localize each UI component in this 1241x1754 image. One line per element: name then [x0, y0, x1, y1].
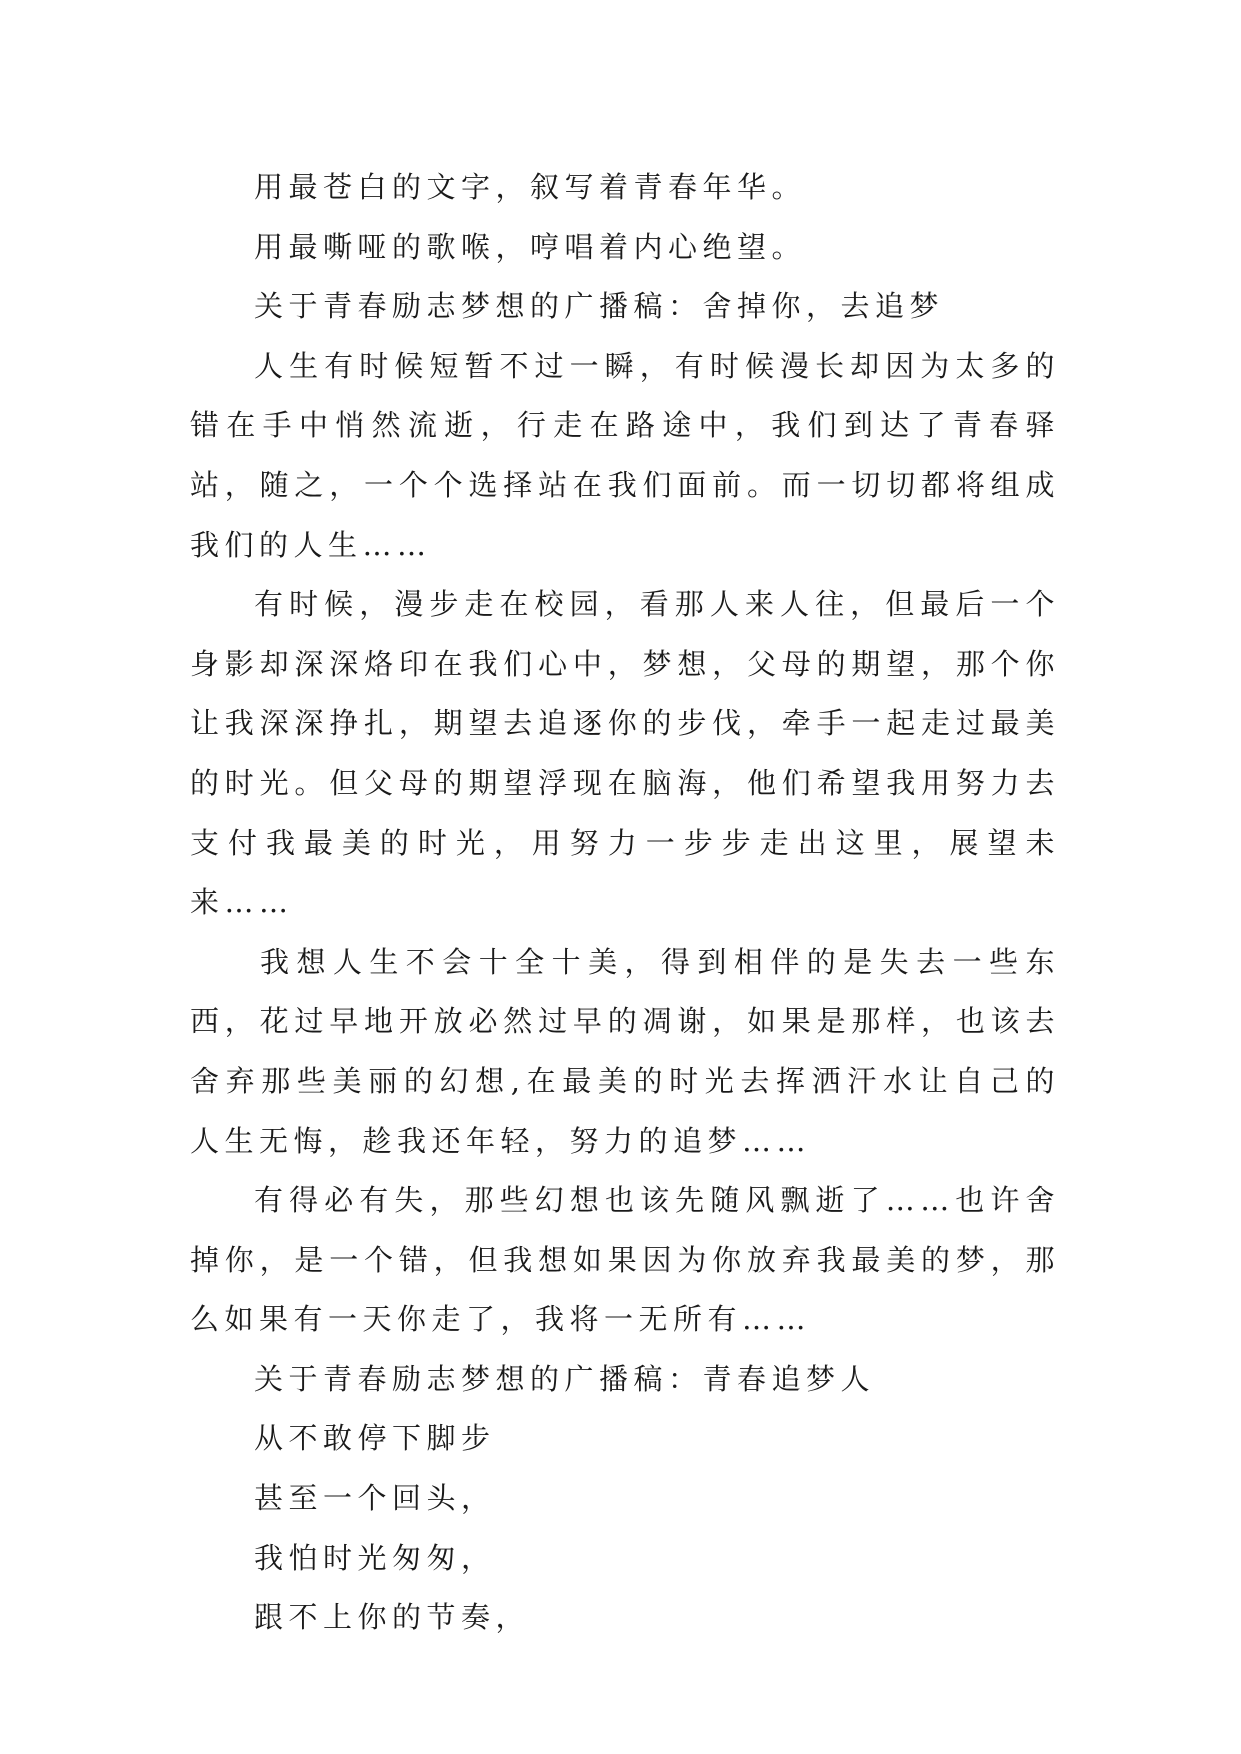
poem-line-1: 从不敢停下脚步 [254, 1421, 496, 1456]
paragraph-2: 用最嘶哑的歌喉，哼唱着内心绝望。 [254, 229, 807, 264]
paragraph-3: 人生有时候短暂不过一瞬，有时候漫长却因为太多的错在手中悄然流逝，行走在路途中，我们到达了青春驿站，随之，一个个选择站在我们面前。而一切切都将组成我们的人生…… [190, 348, 1060, 562]
poem-line-3: 我怕时光匆匆， [254, 1540, 496, 1575]
paragraph-6: 有得必有失，那些幻想也该先随风飘逝了……也许舍掉你，是一个错，但我想如果因为你放弃我最美的梦，那么如果有一天你走了，我将一无所有…… [190, 1183, 1060, 1337]
poem-line-4: 跟不上你的节奏， [254, 1600, 531, 1635]
paragraph-5: 我想人生不会十全十美，得到相伴的是失去一些东西，花过早地开放必然过早的凋谢，如果是那样，也该去舍弃那些美丽的幻想,在最美的时光去挥洒汗水让自己的人生无悔，趁我还年轻，努力的追梦…… [190, 944, 1060, 1158]
section-heading-2: 关于青春励志梦想的广播稿：青春追梦人 [254, 1361, 876, 1396]
paragraph-1: 用最苍白的文字，叙写着青春年华。 [254, 170, 807, 204]
section-heading-1: 关于青春励志梦想的广播稿：舍掉你，去追梦 [254, 289, 945, 324]
document-body [190, 158, 1060, 1648]
poem-line-2: 甚至一个回头， [254, 1481, 496, 1516]
paragraph-4: 有时候，漫步走在校园，看那人来人往，但最后一个身影却深深烙印在我们心中，梦想，父母的期望，那个你让我深深挣扎，期望去追逐你的步伐，牵手一起走过最美的时光。但父母的期望浮现在脑海，他们希望我用努力去支付我最美的时光，用努力一步步走出这里，展望未来…… [190, 587, 1060, 920]
